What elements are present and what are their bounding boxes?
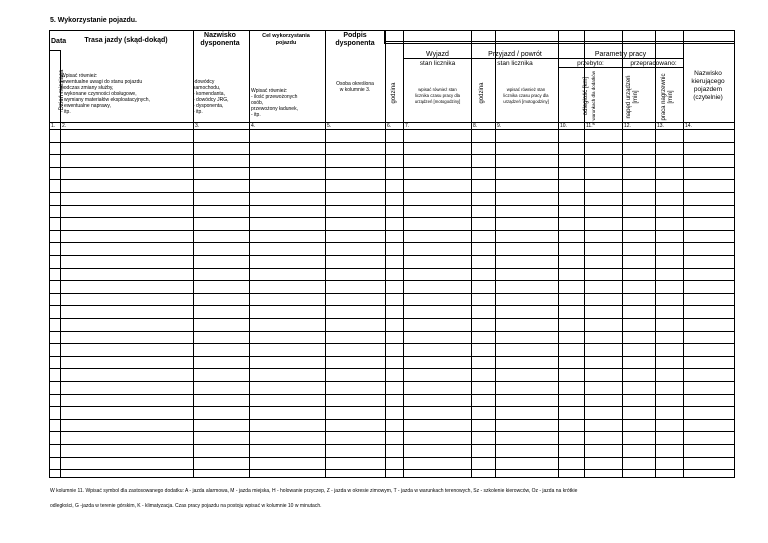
header-cel: Cel wykorzystania pojazdu [262, 33, 310, 46]
row-line [49, 268, 734, 269]
row-line [49, 343, 734, 344]
hint-cel: Wpisać również: - ilość przewożonych osób, przewożony ładunek, - itp. [251, 88, 298, 118]
row-line [49, 318, 734, 319]
row-line [49, 179, 734, 180]
header-nazwisko-kierujacego: Nazwisko kierującego pojazdem (czytelnie) [691, 70, 725, 101]
row-line [49, 305, 734, 306]
row-line [49, 381, 734, 382]
section-title: 5. Wykorzystanie pojazdu. [50, 17, 138, 24]
column-line [471, 30, 472, 477]
header-line [49, 50, 60, 51]
column-number: 1. [51, 123, 56, 129]
hint-wyjazd: wpisać również stan licznika czasu pracy dla urządzeń [motogodziny] [414, 87, 461, 104]
header-praca: praca nagrzewnic [min] [661, 73, 674, 121]
hint-dysponent: -dowódcy samochodu, - komendanta, - dowódcy JRG, - dysponenta, - itp. [193, 79, 229, 115]
column-number: 12. [624, 123, 631, 129]
column-number: 10. [560, 123, 567, 129]
hint-przyjazd: wpisać również stan licznika czasu pracy dla urządzeń [motogodziny] [503, 87, 549, 104]
column-line [655, 30, 656, 477]
header-przyjazd: Przyjazd / powrót [488, 51, 542, 58]
table-border [49, 30, 734, 31]
column-number: 11. [586, 123, 593, 129]
row-line [49, 394, 734, 395]
header-dzien-miesiaca: Dzień miesiąca [59, 69, 65, 111]
column-number: 4. [251, 123, 256, 129]
header-data: Data [51, 38, 67, 45]
column-number: 2. [62, 123, 67, 129]
row-line [49, 280, 734, 281]
hint-podpis: Osoba określona w kolumnie 3. [336, 81, 374, 93]
row-line [49, 406, 734, 407]
footnote-2: odległości, G -jazda w terenie górskim, K - klimatyzacja. Czas pracy pojazdu na postoju wpisać w kolumnie 10 w minutach. [50, 503, 322, 509]
header-wyjazd-stan: stan licznika [419, 60, 456, 67]
table-border [734, 30, 735, 478]
table-border [49, 477, 734, 478]
column-number: 9. [497, 123, 502, 129]
row-line [49, 230, 734, 231]
row-line [49, 205, 734, 206]
header-naped: napęd urządzeń [min] [626, 75, 639, 119]
column-number: 3. [195, 123, 200, 129]
row-line [49, 217, 734, 218]
row-line [49, 444, 734, 445]
column-number: 5. [327, 123, 332, 129]
header-przebyto: przebyto: [577, 60, 604, 67]
header-line [49, 129, 734, 130]
row-line [49, 167, 734, 168]
row-line [49, 192, 734, 193]
header-wyjazd: Wyjazd [426, 51, 449, 58]
column-line [384, 30, 385, 44]
column-number: 14. [685, 123, 692, 129]
header-line [385, 43, 734, 44]
header-przyjazd-stan: stan licznika [497, 60, 533, 67]
column-number: 6. [387, 123, 392, 129]
footnote-1: W kolumnie 11. Wpisać symbol dla zastosowanego dodatku: A - jazda alarmowa, M - jazda miejska, H - holowanie przyczep, Z - jazda w okresie zimowym, T - jazda w warunkach terenowych, Sz - szkolenie kierowców, Oz - jazda na krótkie [50, 488, 578, 494]
header-godzina-2: godzina [479, 82, 485, 104]
row-line [49, 368, 734, 369]
column-number: 8. [473, 123, 478, 129]
row-line [49, 293, 734, 294]
header-parametry: Parametry pracy [594, 51, 647, 58]
header-line [385, 41, 734, 42]
row-line [49, 154, 734, 155]
row-line [49, 431, 734, 432]
row-line [49, 142, 734, 143]
column-line [325, 30, 326, 477]
header-przepracowano: przepracowano: [630, 60, 677, 67]
row-line [49, 255, 734, 256]
column-line [249, 30, 250, 477]
header-podpis: Podpis dysponenta [335, 32, 375, 47]
row-line [49, 457, 734, 458]
row-line [49, 469, 734, 470]
header-w-warunkach: w warunkach dla dodatków [591, 70, 596, 126]
column-line [622, 30, 623, 477]
header-trasa: Trasa jazdy (skąd-dokąd) [84, 37, 168, 44]
row-line [49, 356, 734, 357]
header-odleglosc: odległość [km] [583, 76, 589, 116]
table-border [49, 30, 50, 477]
column-number: 7. [405, 123, 410, 129]
column-number: 13. [657, 123, 664, 129]
hint-trasa: Wpisać również: -ewentualne uwagi do stanu pojazdu podczas zmiany służby, - wykonane czynności obsługowe, - wymiany materiałów eksploatacyjnych, - ewentualne naprawy, - itp. [61, 73, 150, 115]
row-line [49, 242, 734, 243]
row-line [49, 331, 734, 332]
column-line [385, 30, 386, 477]
header-godzina-1: godzina [391, 82, 397, 104]
header-nazwisko-dysponenta: Nazwisko dysponenta [200, 32, 240, 47]
column-line [558, 30, 559, 477]
row-line [49, 419, 734, 420]
